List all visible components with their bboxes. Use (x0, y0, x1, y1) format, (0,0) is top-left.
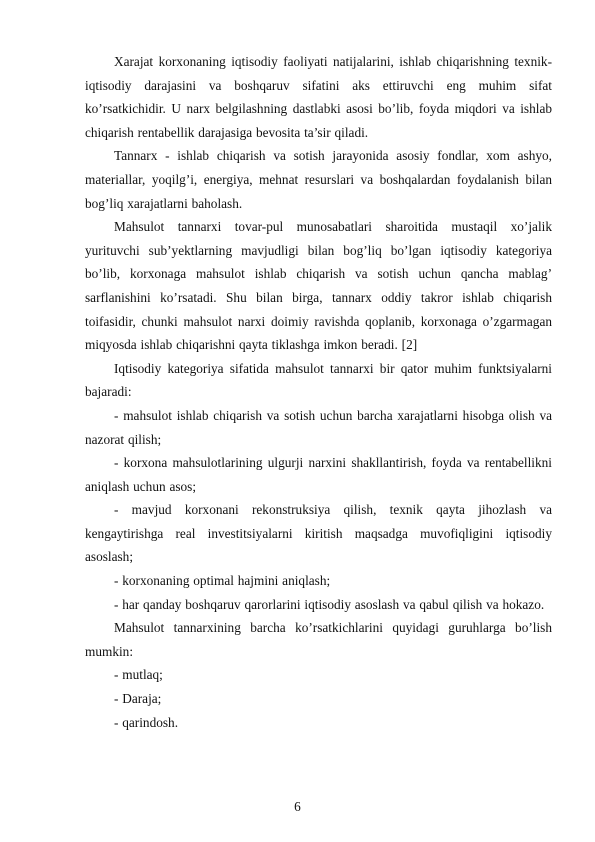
list-item-function-investment: - mavjud korxonani rekonstruksiya qilish, texnik qayta jihozlash va kengaytirishga real investitsiyalarni kiritish maqsadga muvofiqligini iqtisodiy asoslash; (85, 502, 552, 565)
paragraph-xarajat-definition: Xarajat korxonaning iqtisodiy faoliyati natijalarini, ishlab chiqarishning texnik-iqtisodiy darajasini va boshqaruv sifatini aks ettiruvchi eng muhim sifat ko’rsatkichidir. U narx belgilashning dastlabki asosi bo’lib, foyda miqdori va ishlab chiqarish rentabellik darajasiga bevosita ta’sir qiladi. (85, 54, 552, 140)
list-item-function-pricing: - korxona mahsulotlarining ulgurji narxini shakllantirish, foyda va rentabellikni aniqlash uchun asos; (85, 455, 552, 494)
paragraph-tannarx-definition: Tannarx - ishlab chiqarish va sotish jarayonida asosiy fondlar, xom ashyo, materiallar, yoqilg’i, energiya, mehnat resurslari va boshqalardan foydalanish bilan bog’liq xarajatlarni baholash. (85, 148, 552, 211)
list-item-function-accounting: - mahsulot ishlab chiqarish va sotish uchun barcha xarajatlarni hisobga olish va nazorat qilish; (85, 407, 552, 447)
list-item-group-level: - Daraja; (114, 691, 162, 707)
paragraph-functions-intro: Iqtisodiy kategoriya sifatida mahsulot tannarxi bir qator muhim funktsiyalarni bajaradi: (85, 360, 552, 400)
paragraph-tannarx-economic-category: Mahsulot tannarxi tovar-pul munosabatlari sharoitida mustaqil xo’jalik yurituvchi sub’yektlarning mavjudligi bilan bog’liq bo’lgan iqtisodiy kategoriya bo’lib, korxonaga mahsulot ishlab chiqarish va sotish uchun qancha mablag’ sarflanishini ko’rsatadi. Shu bilan birga, tannarx oddiy takror ishlab chiqarish toifasidir, chunki mahsulot narxi doimiy ravishda qoplanib, korxonaga o’zgarmagan miqyosda ishlab chiqarishni qayta tiklashga imkon beradi. [2] (85, 219, 552, 353)
list-item-group-absolute: - mutlaq; (114, 667, 163, 683)
page-number: 6 (294, 799, 301, 814)
document-body (85, 50, 552, 734)
list-item-function-optimal-size: - korxonaning optimal hajmini aniqlash; (114, 573, 331, 589)
list-item-function-decisions: - har qanday boshqaruv qarorlarini iqtisodiy asoslash va qabul qilish va hokazo. (114, 596, 545, 612)
paragraph-indicator-groups-intro: Mahsulot tannarxining barcha ko’rsatkichlarini quyidagi guruhlarga bo’lish mumkin: (85, 620, 552, 659)
list-item-group-relative: - qarindosh. (114, 714, 179, 730)
